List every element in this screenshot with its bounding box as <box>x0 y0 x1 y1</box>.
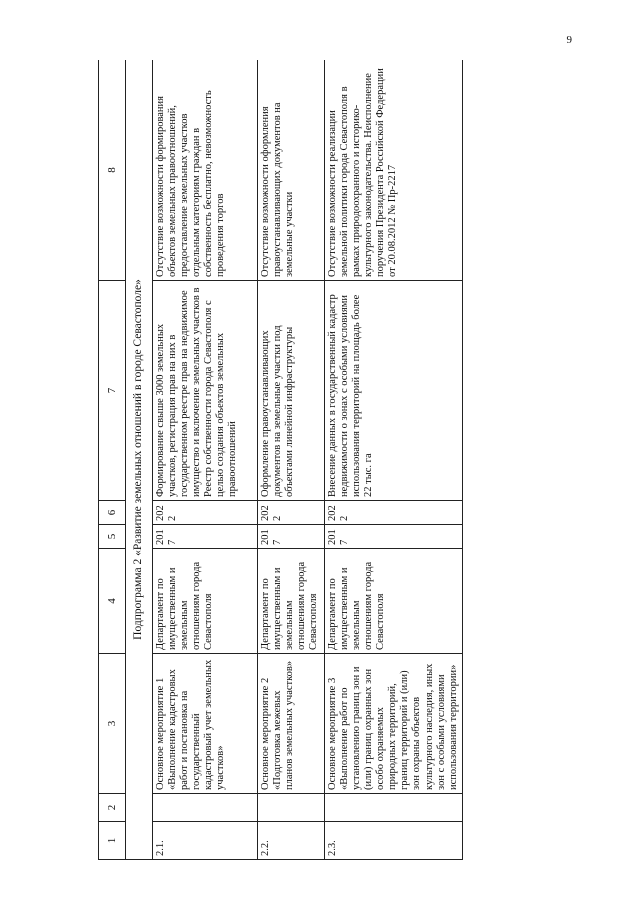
col-number: 6 <box>99 501 126 525</box>
result-cell: Внесение данных в государственный кадастр недвижимости о зонах с особыми условиями использования территорий на площадь более 22 тыс. га <box>325 281 463 501</box>
end-year-cell: 2022 <box>325 501 463 525</box>
result-cell: Формирование свыше 3000 земельных участков, регистрация прав на них в государственном реестре прав на недвижимое имущество и включение земельных участков в Реестр собственности города Севастополя с целью создания объектов земельных правоотношений <box>153 281 258 501</box>
column-number-row <box>99 60 126 860</box>
col-number: 2 <box>99 794 126 822</box>
start-year-cell: 2017 <box>153 525 258 549</box>
table-row <box>325 60 463 860</box>
row-col2 <box>325 794 463 822</box>
row-number: 2.3. <box>325 822 463 860</box>
end-year-cell: 2022 <box>258 501 325 525</box>
event-cell: Основное мероприятие 1 «Выполнение кадастровых работ и постановка на государственный кадастровый учет земельных участков» <box>153 654 258 794</box>
row-number: 2.1. <box>153 822 258 860</box>
consequences-cell: Отсутствие возможности формирования объектов земельных правоотношений, предоставление земельных участков отдельным категориям граждан в собственность бесплатно, невозможность проведения торгов <box>153 60 258 281</box>
executor-cell: Департамент по имущественным и земельным отношениям города Севастополя <box>153 549 258 654</box>
result-cell: Оформление правоустанавливающих документов на земельные участки под объектами линейной инфраструктуры <box>258 281 325 501</box>
executor-cell: Департамент по имущественным и земельным отношениям города Севастополя <box>258 549 325 654</box>
end-year-cell: 2022 <box>153 501 258 525</box>
col-number: 7 <box>99 281 126 501</box>
consequences-cell: Отсутствие возможности оформления правоустанавливающих документов на земельные участки <box>258 60 325 281</box>
executor-cell: Департамент по имущественным и земельным отношениям города Севастополя <box>325 549 463 654</box>
start-year-cell: 2017 <box>325 525 463 549</box>
row-col2 <box>153 794 258 822</box>
col-number: 5 <box>99 525 126 549</box>
row-number: 2.2. <box>258 822 325 860</box>
table-row <box>258 60 325 860</box>
event-cell: Основное мероприятие 2 «Подготовка межевых планов земельных участков» <box>258 654 325 794</box>
col-number: 1 <box>99 822 126 860</box>
consequences-cell: Отсутствие возможности реализации земельной политики города Севастополя в рамках природоохранного и историко-культурного законодательства. Неисполнение поручения Президента Российской Федерации от 20.08.2012 № Пр-2217 <box>325 60 463 281</box>
page-number: 9 <box>566 34 572 46</box>
col-number: 3 <box>99 654 126 794</box>
rotated-page-content <box>98 60 530 860</box>
subprogram-row <box>126 60 153 860</box>
event-cell: Основное мероприятие 3 «Выполнение работ по установлению границ зон и (или) границ охранных зон особо охраняемых природных территорий, границ территорий и (или) зон охраны объектов культурного наследия, иных зон с особыми условиями использования территории» <box>325 654 463 794</box>
rotated-table-area <box>98 60 530 860</box>
row-col2 <box>258 794 325 822</box>
col-number: 4 <box>99 549 126 654</box>
program-table <box>98 60 463 860</box>
subprogram-title: Подпрограмма 2 «Развитие земельных отношений в городе Севастополе» <box>126 60 153 860</box>
col-number: 8 <box>99 60 126 281</box>
table-row <box>153 60 258 860</box>
start-year-cell: 2017 <box>258 525 325 549</box>
